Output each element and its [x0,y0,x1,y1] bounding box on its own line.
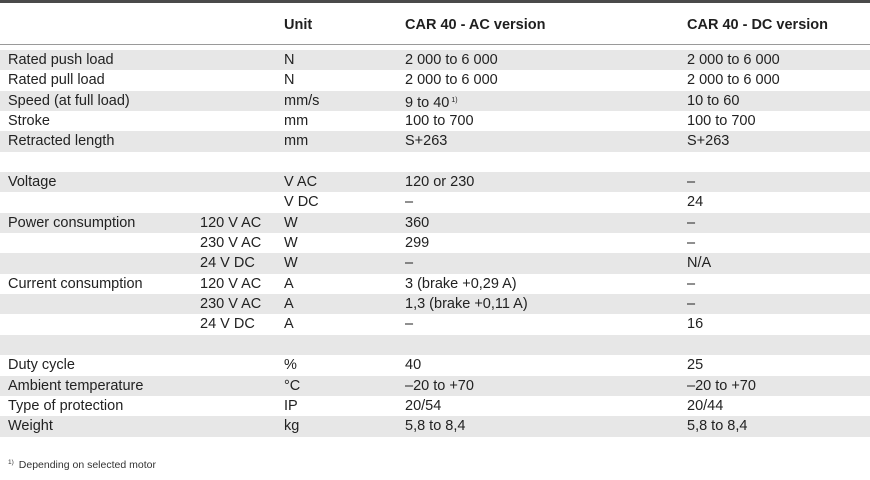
row-dc-value: – [687,275,696,292]
row-unit: W [284,255,298,272]
row-sub-label: 24 V DC [200,316,255,333]
row-ac-value: 1,3 (brake +0,11 A) [405,296,528,313]
row-sub-label: 120 V AC [200,214,262,231]
table-row [0,70,870,90]
row-dc-value: – [687,296,696,313]
row-unit: W [284,214,298,231]
row-label: Duty cycle [8,357,75,374]
row-dc-value: 5,8 to 8,4 [687,418,748,435]
row-dc-value: – [687,214,696,231]
row-label: Type of protection [8,397,124,414]
row-unit: IP [284,397,298,414]
row-sub-label: 230 V AC [200,296,262,313]
table-row [0,50,870,70]
row-dc-value: 2 000 to 6 000 [687,52,780,68]
table-row [0,253,870,273]
row-unit: W [284,235,298,252]
row-unit: N [284,72,295,89]
row-dc-value: 24 [687,194,704,211]
row-sub-label: 120 V AC [200,275,262,292]
row-unit: V DC [284,194,319,211]
row-unit: kg [284,418,300,435]
row-dc-value: – [687,174,696,191]
row-ac-value: S+263 [405,133,448,150]
row-dc-value: – [687,235,696,252]
row-ac-value: 120 or 230 [405,174,475,191]
header-dc-version: CAR 40 - DC version [687,17,829,33]
row-label: Rated push load [8,52,114,68]
row-unit: °C [284,377,301,394]
table-row [0,294,870,314]
row-ac-value: – [405,316,414,333]
row-dc-value: 16 [687,316,704,333]
table-row [0,131,870,151]
footnote-marker: 1) [8,459,14,466]
table-row [0,172,870,192]
row-label: Stroke [8,113,50,130]
row-dc-value: 2 000 to 6 000 [687,72,780,89]
row-dc-value: 25 [687,357,704,374]
row-ac-value: 100 to 700 [405,113,474,130]
row-unit: mm [284,113,309,130]
row-unit: mm/s [284,92,320,109]
table-row [0,213,870,233]
row-dc-value: S+263 [687,133,730,150]
row-unit: A [284,296,294,313]
row-ac-value: 360 [405,214,430,231]
table-row [0,233,870,253]
footnote [8,459,156,471]
row-label: Speed (at full load) [8,92,130,109]
table-row [0,416,870,436]
row-ac-value: 40 [405,357,422,374]
header-rule [0,44,870,45]
table-row [0,111,870,131]
row-unit: mm [284,133,309,150]
row-ac-value: 299 [405,235,430,252]
table-row [0,192,870,212]
table-row [0,376,870,396]
table-row [0,396,870,416]
row-unit: % [284,357,297,374]
table-row [0,274,870,294]
spec-table [0,50,870,437]
row-dc-value: 20/44 [687,397,724,414]
row-sub-label: 230 V AC [200,235,262,252]
row-label: Voltage [8,174,57,191]
table-row [0,152,870,172]
row-label: Ambient temperature [8,377,144,394]
row-ac-value: 5,8 to 8,4 [405,418,466,435]
row-label: Power consumption [8,214,136,231]
row-ac-footnote-marker: 1) [451,96,458,104]
row-unit: V AC [284,174,318,191]
table-row [0,355,870,375]
row-label: Retracted length [8,133,115,150]
row-dc-value: –20 to +70 [687,377,756,394]
row-dc-value: N/A [687,255,712,272]
row-ac-value: 3 (brake +0,29 A) [405,275,517,292]
table-row [0,314,870,334]
row-ac-value: 9 to 40 $^{1)}$ [405,94,458,111]
row-ac-value: 20/54 [405,397,442,414]
row-label: Rated pull load [8,72,105,89]
table-row [0,335,870,355]
row-dc-value: 100 to 700 [687,113,756,130]
table-row [0,91,870,111]
row-dc-value: 10 to 60 [687,92,740,109]
row-unit: A [284,316,294,333]
row-label: Current consumption [8,275,143,292]
row-ac-value: 2 000 to 6 000 [405,52,498,68]
row-label: Weight [8,418,53,435]
header-unit: Unit [284,17,313,33]
row-unit: A [284,275,294,292]
footnote-text: Depending on selected motor [18,459,156,471]
row-sub-label: 24 V DC [200,255,255,272]
row-ac-value: 2 000 to 6 000 [405,72,498,89]
row-ac-value: –20 to +70 [405,377,474,394]
table-header [0,3,870,43]
row-ac-value: – [405,255,414,272]
row-unit: N [284,52,295,68]
row-ac-value: – [405,194,414,211]
header-ac-version: CAR 40 - AC version [405,17,546,33]
